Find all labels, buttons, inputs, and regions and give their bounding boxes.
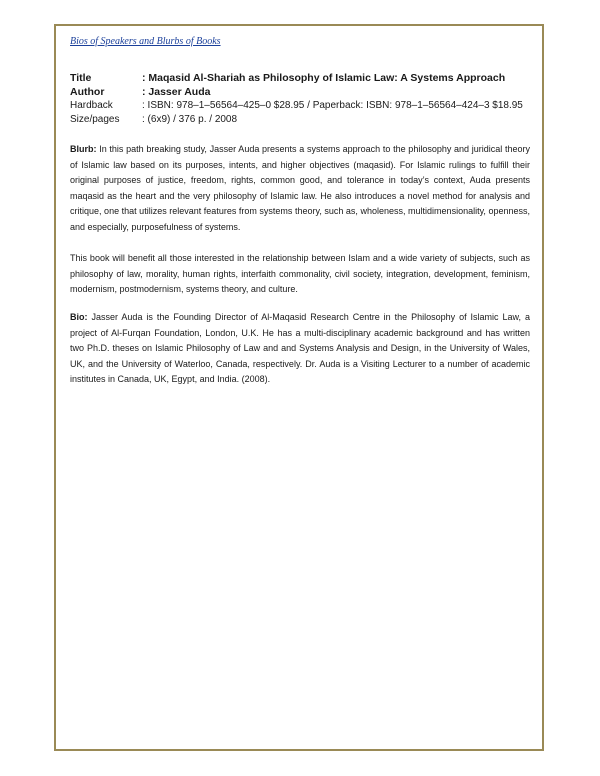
book-metadata: [70, 71, 523, 127]
blurb-lead: Blurb:: [70, 144, 97, 154]
title-value: : Maqasid Al-Shariah as Philosophy of Islamic Law: A Systems Approach: [142, 72, 506, 84]
bio-text: Jasser Auda is the Founding Director of Al-Maqasid Research Centre in the Philosophy of Islamic Law, a project of Al-Furqan Foundation, London, U.K. He has a multi-disciplinary academic background and has written two Ph.D. theses on Islamic Philosophy of Law and and Systems Analysis and Design, in the University of Wales, UK, and the University of Waterloo, Canada, respectively. Dr. Auda is a Visiting Lecturer to a number of academic institutes in Canada, UK, Egypt, and India. (2008).: [70, 312, 530, 385]
hardback-label: Hardback: [70, 100, 113, 111]
hardback-row: [70, 99, 523, 113]
blurb-paragraph: [70, 142, 530, 236]
hardback-value: : ISBN: 978–1–56564–425–0 $28.95 / Paperback: ISBN: 978–1–56564–424–3 $18.95: [142, 100, 523, 111]
header-link[interactable]: Bios of Speakers and Blurbs of Books: [70, 36, 221, 47]
author-value: : Jasser Auda: [142, 86, 211, 98]
size-label: Size/pages: [70, 114, 120, 125]
benefit-text: This book will benefit all those interested in the relationship between Islam and a wide variety of subjects, such as philosophy of law, morality, human rights, interfaith commonality, civil society, integration, development, feminism, modernism, postmodernism, systems theory, and culture.: [70, 253, 530, 295]
size-value: : (6x9) / 376 p. / 2008: [142, 114, 238, 125]
benefit-paragraph: [70, 251, 530, 298]
bio-lead: Bio:: [70, 312, 88, 322]
title-label: Title: [70, 72, 92, 84]
author-row: [70, 85, 523, 99]
bio-paragraph: [70, 310, 530, 388]
author-label: Author: [70, 86, 105, 98]
blurb-text: In this path breaking study, Jasser Auda presents a systems approach to the philosophy and juridical theory of Islamic law based on its purposes, intents, and higher objectives (maqasid). For Islamic rulings to fulfill their original purposes of justice, freedom, rights, common good, and tolerance in today’s context, Auda presents maqasid as the heart and the very philosophy of Islamic law. He also introduces a novel method for analysis and critique, one that utilizes relevant features from systems theory, such as, wholeness, multidimensionality, openness, and especially, purposefulness of systems.: [70, 144, 530, 232]
size-row: [70, 113, 523, 127]
title-row: [70, 71, 523, 85]
